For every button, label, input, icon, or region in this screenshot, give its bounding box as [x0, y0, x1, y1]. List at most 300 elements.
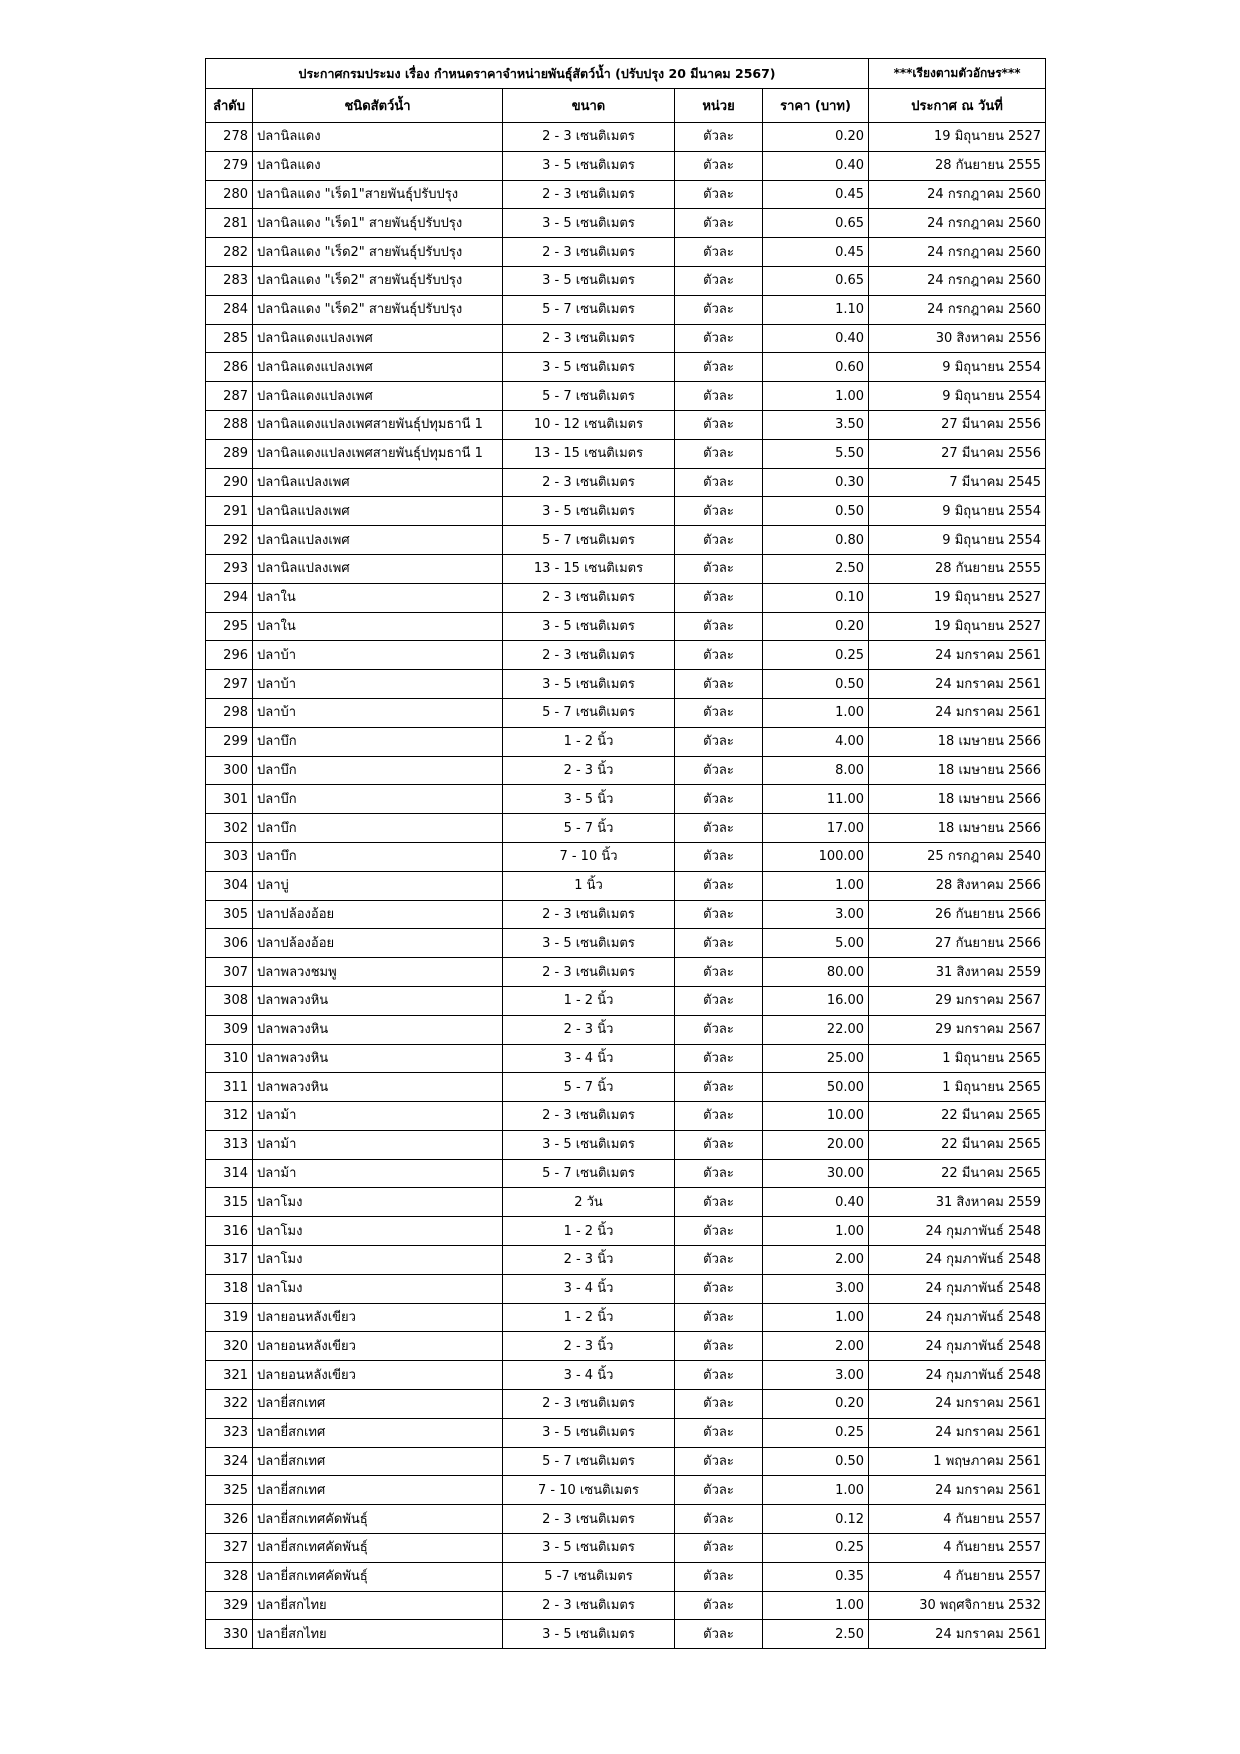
cell-price: 0.20 — [763, 123, 869, 152]
cell-no: 288 — [206, 410, 253, 439]
cell-unit: ตัวละ — [675, 526, 763, 555]
cell-price: 5.50 — [763, 439, 869, 468]
cell-price: 0.25 — [763, 641, 869, 670]
cell-date: 31 สิงหาคม 2559 — [869, 958, 1046, 987]
cell-date: 1 มิถุนายน 2565 — [869, 1073, 1046, 1102]
cell-size: 3 - 5 เซนติเมตร — [503, 353, 675, 382]
table-row — [206, 1505, 1046, 1534]
cell-unit: ตัวละ — [675, 929, 763, 958]
cell-size: 5 - 7 นิ้ว — [503, 1073, 675, 1102]
cell-date: 9 มิถุนายน 2554 — [869, 497, 1046, 526]
header-species: ชนิดสัตว์น้ำ — [253, 89, 503, 123]
cell-size: 5 - 7 เซนติเมตร — [503, 295, 675, 324]
cell-no: 324 — [206, 1447, 253, 1476]
table-row — [206, 1246, 1046, 1275]
cell-unit: ตัวละ — [675, 1447, 763, 1476]
cell-species: ปลายี่สกเทศ — [253, 1418, 503, 1447]
cell-date: 27 กันยายน 2566 — [869, 929, 1046, 958]
cell-date: 29 มกราคม 2567 — [869, 1015, 1046, 1044]
cell-unit: ตัวละ — [675, 468, 763, 497]
cell-species: ปลานิลแดงแปลงเพศ — [253, 324, 503, 353]
cell-price: 30.00 — [763, 1159, 869, 1188]
cell-no: 290 — [206, 468, 253, 497]
cell-unit: ตัวละ — [675, 814, 763, 843]
cell-price: 1.00 — [763, 382, 869, 411]
cell-date: 7 มีนาคม 2545 — [869, 468, 1046, 497]
cell-date: 24 มกราคม 2561 — [869, 641, 1046, 670]
cell-date: 30 พฤศจิกายน 2532 — [869, 1591, 1046, 1620]
cell-no: 281 — [206, 209, 253, 238]
cell-species: ปลายี่สกเทศคัดพันธุ์ — [253, 1562, 503, 1591]
cell-date: 24 มกราคม 2561 — [869, 1390, 1046, 1419]
cell-date: 24 กุมภาพันธ์ 2548 — [869, 1246, 1046, 1275]
cell-species: ปลายี่สกไทย — [253, 1591, 503, 1620]
cell-unit: ตัวละ — [675, 1073, 763, 1102]
cell-no: 306 — [206, 929, 253, 958]
cell-date: 22 มีนาคม 2565 — [869, 1102, 1046, 1131]
table-row — [206, 1102, 1046, 1131]
cell-date: 4 กันยายน 2557 — [869, 1505, 1046, 1534]
cell-species: ปลาบึก — [253, 756, 503, 785]
table-row — [206, 900, 1046, 929]
cell-price: 3.00 — [763, 1361, 869, 1390]
cell-species: ปลาปล้องอ้อย — [253, 929, 503, 958]
cell-species: ปลานิลแดง "เร็ด1" สายพันธุ์ปรับปรุง — [253, 209, 503, 238]
cell-species: ปลานิลแดงแปลงเพศสายพันธุ์ปทุมธานี 1 — [253, 439, 503, 468]
cell-species: ปลาโมง — [253, 1217, 503, 1246]
table-row — [206, 1562, 1046, 1591]
cell-price: 1.10 — [763, 295, 869, 324]
cell-no: 318 — [206, 1274, 253, 1303]
cell-unit: ตัวละ — [675, 1015, 763, 1044]
cell-no: 305 — [206, 900, 253, 929]
table-row — [206, 929, 1046, 958]
cell-size: 3 - 5 เซนติเมตร — [503, 497, 675, 526]
cell-size: 3 - 5 เซนติเมตร — [503, 1620, 675, 1649]
cell-species: ปลาบ้า — [253, 641, 503, 670]
cell-date: 24 กรกฎาคม 2560 — [869, 238, 1046, 267]
cell-size: 1 - 2 นิ้ว — [503, 1303, 675, 1332]
cell-price: 0.60 — [763, 353, 869, 382]
cell-size: 3 - 5 เซนติเมตร — [503, 929, 675, 958]
cell-unit: ตัวละ — [675, 1159, 763, 1188]
cell-no: 304 — [206, 871, 253, 900]
cell-price: 0.80 — [763, 526, 869, 555]
cell-date: 22 มีนาคม 2565 — [869, 1130, 1046, 1159]
cell-no: 316 — [206, 1217, 253, 1246]
cell-unit: ตัวละ — [675, 1562, 763, 1591]
cell-unit: ตัวละ — [675, 583, 763, 612]
cell-price: 0.40 — [763, 1188, 869, 1217]
cell-no: 320 — [206, 1332, 253, 1361]
cell-size: 1 - 2 นิ้ว — [503, 1217, 675, 1246]
cell-date: 1 มิถุนายน 2565 — [869, 1044, 1046, 1073]
cell-size: 3 - 5 เซนติเมตร — [503, 266, 675, 295]
cell-size: 2 - 3 เซนติเมตร — [503, 1102, 675, 1131]
cell-species: ปลายอนหลังเขียว — [253, 1303, 503, 1332]
cell-date: 9 มิถุนายน 2554 — [869, 382, 1046, 411]
cell-unit: ตัวละ — [675, 756, 763, 785]
cell-no: 283 — [206, 266, 253, 295]
table-row — [206, 785, 1046, 814]
cell-unit: ตัวละ — [675, 698, 763, 727]
cell-unit: ตัวละ — [675, 1418, 763, 1447]
cell-unit: ตัวละ — [675, 238, 763, 267]
table-row — [206, 1591, 1046, 1620]
cell-price: 0.30 — [763, 468, 869, 497]
cell-unit: ตัวละ — [675, 209, 763, 238]
cell-unit: ตัวละ — [675, 1188, 763, 1217]
cell-size: 1 นิ้ว — [503, 871, 675, 900]
cell-no: 301 — [206, 785, 253, 814]
cell-price: 5.00 — [763, 929, 869, 958]
cell-size: 2 - 3 เซนติเมตร — [503, 1505, 675, 1534]
cell-species: ปลาบ้า — [253, 698, 503, 727]
cell-size: 2 วัน — [503, 1188, 675, 1217]
cell-price: 1.00 — [763, 871, 869, 900]
cell-date: 19 มิถุนายน 2527 — [869, 123, 1046, 152]
cell-no: 280 — [206, 180, 253, 209]
cell-species: ปลาบู่ — [253, 871, 503, 900]
table-row — [206, 526, 1046, 555]
cell-species: ปลาพลวงหิน — [253, 1073, 503, 1102]
cell-date: 22 มีนาคม 2565 — [869, 1159, 1046, 1188]
table-row — [206, 1620, 1046, 1649]
table-row — [206, 209, 1046, 238]
cell-unit: ตัวละ — [675, 439, 763, 468]
cell-date: 24 มกราคม 2561 — [869, 698, 1046, 727]
table-row — [206, 554, 1046, 583]
cell-price: 4.00 — [763, 727, 869, 756]
cell-unit: ตัวละ — [675, 353, 763, 382]
cell-no: 311 — [206, 1073, 253, 1102]
cell-date: 4 กันยายน 2557 — [869, 1534, 1046, 1563]
title-row — [206, 59, 1046, 89]
cell-no: 309 — [206, 1015, 253, 1044]
cell-no: 312 — [206, 1102, 253, 1131]
cell-unit: ตัวละ — [675, 1130, 763, 1159]
cell-date: 24 มกราคม 2561 — [869, 1418, 1046, 1447]
cell-size: 2 - 3 เซนติเมตร — [503, 468, 675, 497]
cell-no: 278 — [206, 123, 253, 152]
table-row — [206, 958, 1046, 987]
cell-price: 17.00 — [763, 814, 869, 843]
cell-size: 3 - 4 นิ้ว — [503, 1361, 675, 1390]
cell-size: 2 - 3 เซนติเมตร — [503, 238, 675, 267]
cell-date: 19 มิถุนายน 2527 — [869, 583, 1046, 612]
cell-size: 2 - 3 เซนติเมตร — [503, 583, 675, 612]
cell-price: 0.35 — [763, 1562, 869, 1591]
cell-date: 24 กุมภาพันธ์ 2548 — [869, 1361, 1046, 1390]
table-row — [206, 1073, 1046, 1102]
cell-unit: ตัวละ — [675, 1332, 763, 1361]
cell-price: 11.00 — [763, 785, 869, 814]
cell-species: ปลาบึก — [253, 814, 503, 843]
table-row — [206, 1303, 1046, 1332]
cell-no: 289 — [206, 439, 253, 468]
table-row — [206, 583, 1046, 612]
cell-unit: ตัวละ — [675, 670, 763, 699]
cell-species: ปลานิลแดง — [253, 123, 503, 152]
cell-date: 1 พฤษภาคม 2561 — [869, 1447, 1046, 1476]
cell-date: 24 กรกฎาคม 2560 — [869, 180, 1046, 209]
cell-price: 0.12 — [763, 1505, 869, 1534]
cell-size: 5 - 7 นิ้ว — [503, 814, 675, 843]
cell-date: 24 กุมภาพันธ์ 2548 — [869, 1303, 1046, 1332]
cell-no: 321 — [206, 1361, 253, 1390]
table-row — [206, 410, 1046, 439]
table-row — [206, 670, 1046, 699]
table-row — [206, 1274, 1046, 1303]
cell-date: 28 กันยายน 2555 — [869, 554, 1046, 583]
table-row — [206, 353, 1046, 382]
cell-price: 0.25 — [763, 1418, 869, 1447]
cell-size: 3 - 5 นิ้ว — [503, 785, 675, 814]
cell-size: 2 - 3 เซนติเมตร — [503, 324, 675, 353]
cell-price: 0.65 — [763, 266, 869, 295]
table-row — [206, 727, 1046, 756]
cell-no: 328 — [206, 1562, 253, 1591]
cell-no: 326 — [206, 1505, 253, 1534]
table-row — [206, 1447, 1046, 1476]
header-no: ลำดับ — [206, 89, 253, 123]
cell-size: 3 - 4 นิ้ว — [503, 1274, 675, 1303]
table-row — [206, 1332, 1046, 1361]
cell-size: 13 - 15 เซนติเมตร — [503, 554, 675, 583]
cell-unit: ตัวละ — [675, 1390, 763, 1419]
cell-no: 310 — [206, 1044, 253, 1073]
header-unit: หน่วย — [675, 89, 763, 123]
cell-unit: ตัวละ — [675, 324, 763, 353]
cell-unit: ตัวละ — [675, 1591, 763, 1620]
cell-unit: ตัวละ — [675, 958, 763, 987]
cell-size: 5 - 7 เซนติเมตร — [503, 698, 675, 727]
cell-species: ปลายี่สกเทศ — [253, 1447, 503, 1476]
cell-species: ปลานิลแดง — [253, 151, 503, 180]
cell-size: 3 - 5 เซนติเมตร — [503, 151, 675, 180]
cell-size: 3 - 4 นิ้ว — [503, 1044, 675, 1073]
table-row — [206, 238, 1046, 267]
cell-no: 317 — [206, 1246, 253, 1275]
cell-unit: ตัวละ — [675, 1505, 763, 1534]
cell-price: 50.00 — [763, 1073, 869, 1102]
cell-unit: ตัวละ — [675, 1274, 763, 1303]
table-row — [206, 123, 1046, 152]
cell-price: 0.20 — [763, 1390, 869, 1419]
cell-size: 13 - 15 เซนติเมตร — [503, 439, 675, 468]
cell-date: 24 กุมภาพันธ์ 2548 — [869, 1332, 1046, 1361]
cell-date: 24 กรกฎาคม 2560 — [869, 209, 1046, 238]
cell-no: 299 — [206, 727, 253, 756]
cell-no: 323 — [206, 1418, 253, 1447]
cell-species: ปลาม้า — [253, 1159, 503, 1188]
cell-price: 25.00 — [763, 1044, 869, 1073]
cell-price: 16.00 — [763, 986, 869, 1015]
cell-no: 327 — [206, 1534, 253, 1563]
cell-no: 282 — [206, 238, 253, 267]
cell-no: 297 — [206, 670, 253, 699]
table-row — [206, 468, 1046, 497]
cell-size: 2 - 3 เซนติเมตร — [503, 123, 675, 152]
cell-species: ปลาม้า — [253, 1102, 503, 1131]
cell-date: 9 มิถุนายน 2554 — [869, 526, 1046, 555]
cell-no: 291 — [206, 497, 253, 526]
cell-size: 2 - 3 เซนติเมตร — [503, 958, 675, 987]
cell-no: 307 — [206, 958, 253, 987]
cell-price: 2.00 — [763, 1246, 869, 1275]
cell-unit: ตัวละ — [675, 180, 763, 209]
cell-no: 314 — [206, 1159, 253, 1188]
table-row — [206, 497, 1046, 526]
cell-price: 80.00 — [763, 958, 869, 987]
cell-species: ปลาปล้องอ้อย — [253, 900, 503, 929]
cell-date: 18 เมษายน 2566 — [869, 785, 1046, 814]
cell-date: 29 มกราคม 2567 — [869, 986, 1046, 1015]
cell-price: 1.00 — [763, 1303, 869, 1332]
table-row — [206, 698, 1046, 727]
cell-date: 24 มกราคม 2561 — [869, 670, 1046, 699]
cell-size: 3 - 5 เซนติเมตร — [503, 1418, 675, 1447]
cell-species: ปลายอนหลังเขียว — [253, 1361, 503, 1390]
cell-unit: ตัวละ — [675, 151, 763, 180]
table-row — [206, 1476, 1046, 1505]
cell-species: ปลายี่สกเทศ — [253, 1476, 503, 1505]
cell-date: 9 มิถุนายน 2554 — [869, 353, 1046, 382]
cell-unit: ตัวละ — [675, 123, 763, 152]
cell-size: 7 - 10 เซนติเมตร — [503, 1476, 675, 1505]
cell-species: ปลานิลแปลงเพศ — [253, 526, 503, 555]
cell-size: 1 - 2 นิ้ว — [503, 727, 675, 756]
cell-no: 294 — [206, 583, 253, 612]
cell-species: ปลาใน — [253, 583, 503, 612]
cell-no: 319 — [206, 1303, 253, 1332]
cell-no: 303 — [206, 842, 253, 871]
cell-date: 24 กุมภาพันธ์ 2548 — [869, 1274, 1046, 1303]
table-row — [206, 324, 1046, 353]
cell-price: 0.50 — [763, 497, 869, 526]
table-row — [206, 842, 1046, 871]
column-header-row — [206, 89, 1046, 123]
cell-price: 8.00 — [763, 756, 869, 785]
cell-unit: ตัวละ — [675, 1620, 763, 1649]
cell-species: ปลาบึก — [253, 785, 503, 814]
cell-unit: ตัวละ — [675, 986, 763, 1015]
cell-price: 0.45 — [763, 238, 869, 267]
cell-price: 0.10 — [763, 583, 869, 612]
cell-species: ปลานิลแดง "เร็ด2" สายพันธุ์ปรับปรุง — [253, 295, 503, 324]
header-price: ราคา (บาท) — [763, 89, 869, 123]
cell-date: 24 มกราคม 2561 — [869, 1476, 1046, 1505]
cell-unit: ตัวละ — [675, 871, 763, 900]
cell-no: 287 — [206, 382, 253, 411]
table-row — [206, 180, 1046, 209]
cell-price: 10.00 — [763, 1102, 869, 1131]
cell-price: 0.45 — [763, 180, 869, 209]
cell-species: ปลานิลแปลงเพศ — [253, 497, 503, 526]
cell-no: 300 — [206, 756, 253, 785]
cell-price: 0.40 — [763, 151, 869, 180]
cell-size: 3 - 5 เซนติเมตร — [503, 670, 675, 699]
table-row — [206, 871, 1046, 900]
cell-size: 3 - 5 เซนติเมตร — [503, 612, 675, 641]
table-row — [206, 295, 1046, 324]
cell-size: 2 - 3 นิ้ว — [503, 1332, 675, 1361]
cell-species: ปลาบึก — [253, 842, 503, 871]
table-row — [206, 266, 1046, 295]
table-row — [206, 814, 1046, 843]
table-row — [206, 756, 1046, 785]
cell-size: 2 - 3 นิ้ว — [503, 1015, 675, 1044]
cell-price: 0.20 — [763, 612, 869, 641]
cell-price: 0.50 — [763, 670, 869, 699]
cell-size: 7 - 10 นิ้ว — [503, 842, 675, 871]
cell-size: 5 - 7 เซนติเมตร — [503, 1447, 675, 1476]
cell-date: 31 สิงหาคม 2559 — [869, 1188, 1046, 1217]
cell-species: ปลายี่สกไทย — [253, 1620, 503, 1649]
price-table — [205, 58, 1046, 1649]
table-row — [206, 1361, 1046, 1390]
cell-species: ปลาบ้า — [253, 670, 503, 699]
cell-unit: ตัวละ — [675, 410, 763, 439]
table-row — [206, 612, 1046, 641]
cell-unit: ตัวละ — [675, 1102, 763, 1131]
cell-date: 25 กรกฎาคม 2540 — [869, 842, 1046, 871]
cell-no: 315 — [206, 1188, 253, 1217]
cell-date: 28 สิงหาคม 2566 — [869, 871, 1046, 900]
cell-size: 5 - 7 เซนติเมตร — [503, 1159, 675, 1188]
cell-size: 2 - 3 เซนติเมตร — [503, 180, 675, 209]
cell-price: 3.00 — [763, 1274, 869, 1303]
cell-unit: ตัวละ — [675, 900, 763, 929]
table-row — [206, 439, 1046, 468]
cell-species: ปลาโมง — [253, 1246, 503, 1275]
cell-no: 329 — [206, 1591, 253, 1620]
cell-price: 1.00 — [763, 1591, 869, 1620]
cell-no: 279 — [206, 151, 253, 180]
cell-date: 18 เมษายน 2566 — [869, 756, 1046, 785]
cell-species: ปลานิลแดง "เร็ด2" สายพันธุ์ปรับปรุง — [253, 266, 503, 295]
cell-species: ปลาบึก — [253, 727, 503, 756]
cell-no: 313 — [206, 1130, 253, 1159]
cell-date: 19 มิถุนายน 2527 — [869, 612, 1046, 641]
cell-species: ปลาพลวงหิน — [253, 1044, 503, 1073]
cell-price: 1.00 — [763, 1217, 869, 1246]
cell-no: 295 — [206, 612, 253, 641]
cell-no: 285 — [206, 324, 253, 353]
table-row — [206, 986, 1046, 1015]
cell-size: 5 - 7 เซนติเมตร — [503, 526, 675, 555]
cell-species: ปลาโมง — [253, 1274, 503, 1303]
table-row — [206, 1217, 1046, 1246]
cell-species: ปลายอนหลังเขียว — [253, 1332, 503, 1361]
cell-no: 296 — [206, 641, 253, 670]
cell-size: 10 - 12 เซนติเมตร — [503, 410, 675, 439]
cell-no: 322 — [206, 1390, 253, 1419]
sort-note: ***เรียงตามตัวอักษร*** — [869, 59, 1046, 89]
cell-no: 286 — [206, 353, 253, 382]
cell-date: 27 มีนาคม 2556 — [869, 410, 1046, 439]
cell-species: ปลาพลวงหิน — [253, 986, 503, 1015]
cell-price: 1.00 — [763, 1476, 869, 1505]
cell-unit: ตัวละ — [675, 266, 763, 295]
cell-price: 0.25 — [763, 1534, 869, 1563]
cell-species: ปลาใน — [253, 612, 503, 641]
cell-size: 2 - 3 เซนติเมตร — [503, 1591, 675, 1620]
cell-species: ปลานิลแปลงเพศ — [253, 554, 503, 583]
header-date: ประกาศ ณ วันที่ — [869, 89, 1046, 123]
cell-unit: ตัวละ — [675, 785, 763, 814]
cell-no: 302 — [206, 814, 253, 843]
